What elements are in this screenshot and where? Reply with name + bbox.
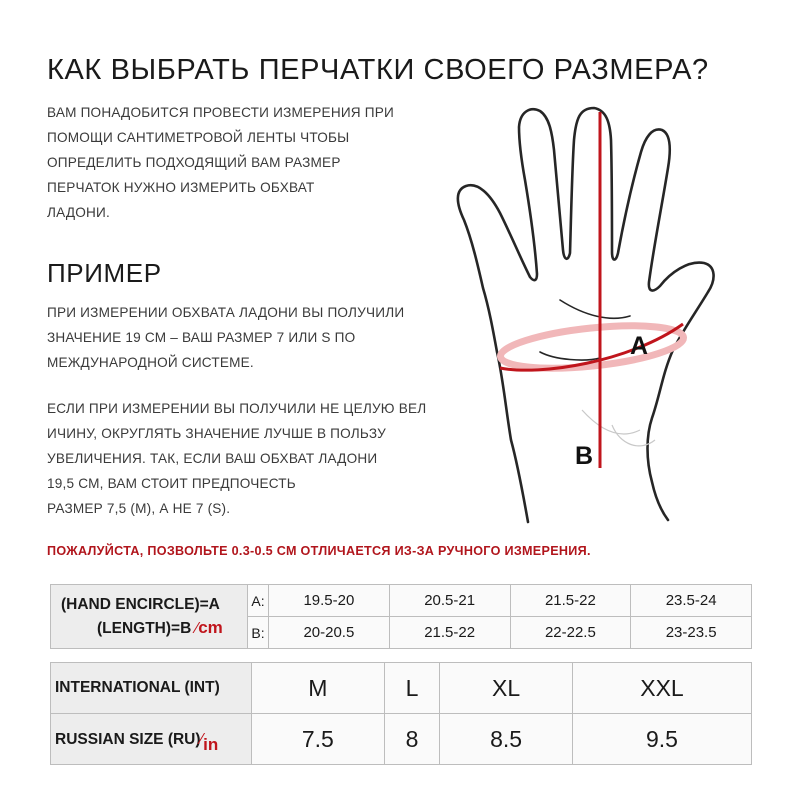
unit-cm: cm — [198, 618, 223, 637]
table-cell: XXL — [572, 663, 751, 714]
length-label: (LENGTH)=B — [97, 620, 192, 637]
table-cell: 21.5-22 — [510, 585, 631, 617]
table-cell: XL — [440, 663, 573, 714]
encircle-measure-band — [499, 318, 686, 375]
hand-encircle-label: (HAND ENCIRCLE)=A — [61, 596, 220, 613]
table-cell: 21.5-22 — [389, 617, 510, 649]
table-cell: 23.5-24 — [631, 585, 752, 617]
rounding-line: ИЧИНУ, ОКРУГЛЯТЬ ЗНАЧЕНИЕ ЛУЧШЕ В ПОЛЬЗУ — [47, 426, 386, 441]
example-line: ПРИ ИЗМЕРЕНИИ ОБХВАТА ЛАДОНИ ВЫ ПОЛУЧИЛИ — [47, 305, 405, 320]
table-row — [51, 714, 752, 765]
length-label-wrap — [61, 616, 247, 640]
measurement-table — [50, 584, 752, 649]
table-cell: 22-22.5 — [510, 617, 631, 649]
measurement-header-cell — [51, 585, 248, 649]
rounding-line: УВЕЛИЧЕНИЯ. ТАК, ЕСЛИ ВАШ ОБХВАТ ЛАДОНИ — [47, 451, 378, 466]
measurement-notice: ПОЖАЛУЙСТА, ПОЗВОЛЬТЕ 0.3-0.5 СМ ОТЛИЧАЕТСЯ ИЗ-ЗА РУЧНОГО ИЗМЕРЕНИЯ. — [47, 544, 591, 558]
table-cell: 19.5-20 — [269, 585, 390, 617]
example-line: ЗНАЧЕНИЕ 19 СМ – ВАШ РАЗМЕР 7 ИЛИ S ПО — [47, 330, 356, 345]
size-table — [50, 662, 752, 765]
row-b-label: B: — [248, 617, 269, 649]
table-cell: 9.5 — [572, 714, 751, 765]
row-a-label: A: — [248, 585, 269, 617]
label-a: A — [630, 332, 649, 360]
table-cell: 20.5-21 — [389, 585, 510, 617]
rounding-line: РАЗМЕР 7,5 (M), А НЕ 7 (S). — [47, 501, 231, 516]
table-cell: 23-23.5 — [631, 617, 752, 649]
table-cell: 8 — [384, 714, 440, 765]
ru-size-header — [51, 714, 252, 765]
intro-line: ВАМ ПОНАДОБИТСЯ ПРОВЕСТИ ИЗМЕРЕНИЯ ПРИ — [47, 105, 395, 120]
intro-line: ЛАДОНИ. — [47, 205, 110, 220]
table-cell: 8.5 — [440, 714, 573, 765]
table-cell: 7.5 — [252, 714, 385, 765]
ru-size-label: RUSSIAN SIZE (RU) — [55, 731, 201, 748]
label-b: B — [575, 442, 594, 470]
unit-in: in — [203, 735, 219, 754]
table-row — [51, 663, 752, 714]
slash-divider: ⁄ — [200, 731, 204, 748]
table-row — [51, 585, 752, 617]
example-heading: ПРИМЕР — [47, 258, 162, 288]
table-cell: 20-20.5 — [269, 617, 390, 649]
table-cell: L — [384, 663, 440, 714]
rounding-line: 19,5 СМ, ВАМ СТОИТ ПРЕДПОЧЕСТЬ — [47, 476, 296, 491]
intro-line: ПОМОЩИ САНТИМЕТРОВОЙ ЛЕНТЫ ЧТОБЫ — [47, 130, 350, 145]
table-cell: M — [252, 663, 385, 714]
intro-line: ОПРЕДЕЛИТЬ ПОДХОДЯЩИЙ ВАМ РАЗМЕР — [47, 155, 341, 170]
example-line: МЕЖДУНАРОДНОЙ СИСТЕМЕ. — [47, 355, 254, 370]
intro-line: ПЕРЧАТОК НУЖНО ИЗМЕРИТЬ ОБХВАТ — [47, 180, 315, 195]
int-size-header: INTERNATIONAL (INT) — [51, 663, 252, 714]
page-title: КАК ВЫБРАТЬ ПЕРЧАТКИ СВОЕГО РАЗМЕРА? — [47, 54, 709, 86]
rounding-line: ЕСЛИ ПРИ ИЗМЕРЕНИИ ВЫ ПОЛУЧИЛИ НЕ ЦЕЛУЮ ВЕЛ — [47, 401, 427, 416]
slash-divider: ⁄ — [195, 620, 199, 637]
